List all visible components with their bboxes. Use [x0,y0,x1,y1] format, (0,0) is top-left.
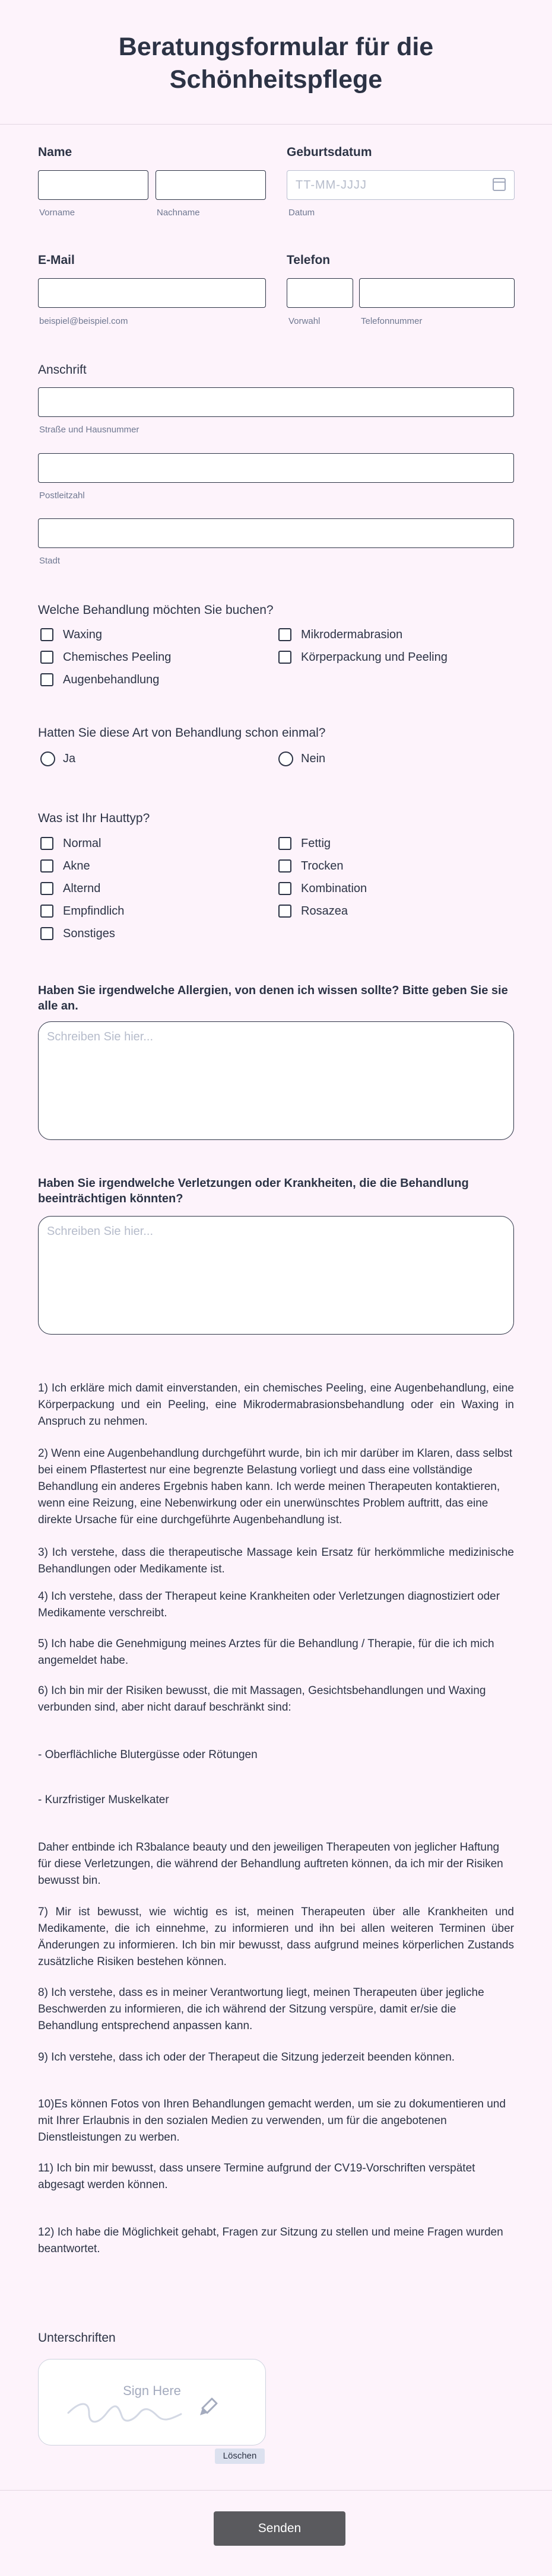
treatment-question: Welche Behandlung möchten Sie buchen? [38,603,274,617]
signature-pad[interactable] [38,2359,266,2446]
checkbox[interactable] [278,651,291,664]
checkbox[interactable] [278,859,291,873]
prior-treatment-question: Hatten Sie diese Art von Behandlung schon einmal? [38,726,326,740]
area-code-input[interactable] [287,278,353,308]
zip-sublabel: Postleitzahl [39,491,85,501]
term-10: 10)Es können Fotos von Ihren Behandlungen gemacht werden, um sie zu dokumentieren und mit Ihrer Erlaubnis in den sozialen Medien zu verwenden, um für die angebotenen Dienstleistungen zu werben. [38,2098,506,2144]
term-3: 3) Ich verstehe, dass die therapeutische Massage kein Ersatz für herkömmliche medizinische Behandlungen oder Medikamente ist. [38,1546,514,1575]
term-liability: Daher entbinde ich R3balance beauty und den jeweiligen Therapeuten von jeglicher Haftung für diese Verletzungen, die während der Behandlung auftreten können, da ich mir der Risiken bewusst bin. [38,1841,503,1887]
term-2: 2) Wenn eine Augenbehandlung durchgeführt wurde, bin ich mir darüber im Klaren, dass selbst bei einem Pflastertest nur eine begrenzte Belastung vorliegt und dass eine vollständige Behandlung ein anderes Ergebnis haben kann. Ich werde meinen Therapeuten kontaktieren, wenn eine Reizung, eine Nebenwirkung oder ein unerwünschtes Problem auftritt, das eine direkte Ursache für eine durchgeführte Augenbehandlung ist. [38,1447,513,1526]
term-6-risk-2: - Kurzfristiger Muskelkater [38,1794,169,1806]
term-6-risk-1: - Oberflächliche Blutergüsse oder Rötungen [38,1749,258,1761]
first-name-sublabel: Vorname [39,208,75,218]
injuries-placeholder: Schreiben Sie hier... [47,1225,153,1238]
name-label: Name [38,145,72,159]
term-5: 5) Ich habe die Genehmigung meines Arztes für die Behandlung / Therapie, für die ich mich angemeldet habe. [38,1638,494,1667]
signature-scribble-icon [62,2383,240,2431]
injuries-question: Haben Sie irgendwelche Verletzungen oder Krankheiten, die die Behandlung beeinträchtigen könnten? [38,1177,469,1205]
checkbox[interactable] [40,837,53,850]
area-code-sublabel: Vorwahl [288,316,321,326]
clear-signature-button[interactable]: Löschen [215,2448,265,2464]
checkbox[interactable] [278,628,291,641]
term-1: 1) Ich erkläre mich damit einverstanden, ein chemisches Peeling, eine Augenbehandlung, eine Körperpackung und ein Peeling, eine Mikrodermabrasionsbehandlung oder ein Waxing in Anspruch zu nehmen. [38,1382,514,1428]
birthdate-input[interactable] [287,170,515,200]
term-11: 11) Ich bin mir bewusst, dass unsere Termine aufgrund der CV19-Vorschriften verspätet abgesagt werden können. [38,2162,475,2191]
street-sublabel: Straße und Hausnummer [39,425,139,435]
birthdate-placeholder: TT-MM-JJJJ [296,179,367,192]
term-4: 4) Ich verstehe, dass der Therapeut keine Krankheiten oder Verletzungen diagnostiziert oder Medikamente verschreibt. [38,1590,500,1619]
last-name-sublabel: Nachname [157,208,200,218]
email-label: E-Mail [38,253,75,267]
term-6: 6) Ich bin mir der Risiken bewusst, die mit Massagen, Gesichtsbehandlungen und Waxing verbunden sind, aber nicht darauf beschränkt sind: [38,1685,486,1714]
term-9: 9) Ich verstehe, dass ich oder der Therapeut die Sitzung jederzeit beenden können. [38,2051,455,2064]
checkbox[interactable] [278,905,291,918]
allergies-question: Haben Sie irgendwelche Allergien, von denen ich wissen sollte? Bitte geben Sie sie alle an. [38,984,508,1012]
allergies-placeholder: Schreiben Sie hier... [47,1030,153,1043]
checkbox[interactable] [40,859,53,873]
checkbox[interactable] [278,837,291,850]
first-name-input[interactable] [38,170,148,200]
checkbox[interactable] [40,927,53,940]
checkbox[interactable] [40,651,53,664]
city-sublabel: Stadt [39,556,61,566]
address-label: Anschrift [38,363,87,377]
term-7: 7) Mir ist bewusst, wie wichtig es ist, meinen Therapeuten über alle Krankheiten und Medikamente, die ich einnehme, zu informieren und ihn bei allen weiteren Terminen über Änderungen zu informieren. Ich bin mir bewusst, dass aufgrund meines körperlichen Zustands zusätzliche Risiken bestehen können. [38,1906,514,1968]
term-12: 12) Ich habe die Möglichkeit gehabt, Fragen zur Sitzung zu stellen und meine Fragen wurden beantwortet. [38,2226,503,2255]
birthdate-label: Geburtsdatum [287,145,372,159]
term-8: 8) Ich verstehe, dass es in meiner Verantwortung liegt, meinen Therapeuten über jegliche Beschwerden zu informieren, die ich während der Sitzung verspüre, damit er/sie die Behandlung entsprechend anpassen kann. [38,1986,484,2032]
birthdate-sublabel: Datum [288,208,315,218]
city-input[interactable] [38,518,514,548]
form-header [0,0,552,125]
checkbox[interactable] [278,882,291,895]
injuries-textarea[interactable] [38,1216,514,1335]
last-name-input[interactable] [156,170,266,200]
phone-number-input[interactable] [359,278,515,308]
street-input[interactable] [38,387,514,417]
phone-label: Telefon [287,253,331,267]
footer-divider [0,2490,552,2491]
skin-type-question: Was ist Ihr Hauttyp? [38,811,150,825]
checkbox[interactable] [40,628,53,641]
checkbox[interactable] [40,673,53,686]
checkbox[interactable] [40,905,53,918]
page-title: Beratungsformular für die Schönheitspflege [118,33,434,94]
calendar-icon[interactable] [493,178,506,191]
email-input[interactable] [38,278,266,308]
signature-hint: Sign Here [123,2383,181,2398]
phone-number-sublabel: Telefonnummer [361,316,423,326]
radio-button[interactable] [40,752,55,766]
signature-label: Unterschriften [38,2331,116,2345]
submit-button[interactable]: Senden [214,2511,345,2546]
allergies-textarea[interactable] [38,1021,514,1140]
zip-input[interactable] [38,453,514,483]
checkbox[interactable] [40,882,53,895]
email-sublabel: beispiel@beispiel.com [39,316,128,326]
radio-button[interactable] [278,752,293,766]
